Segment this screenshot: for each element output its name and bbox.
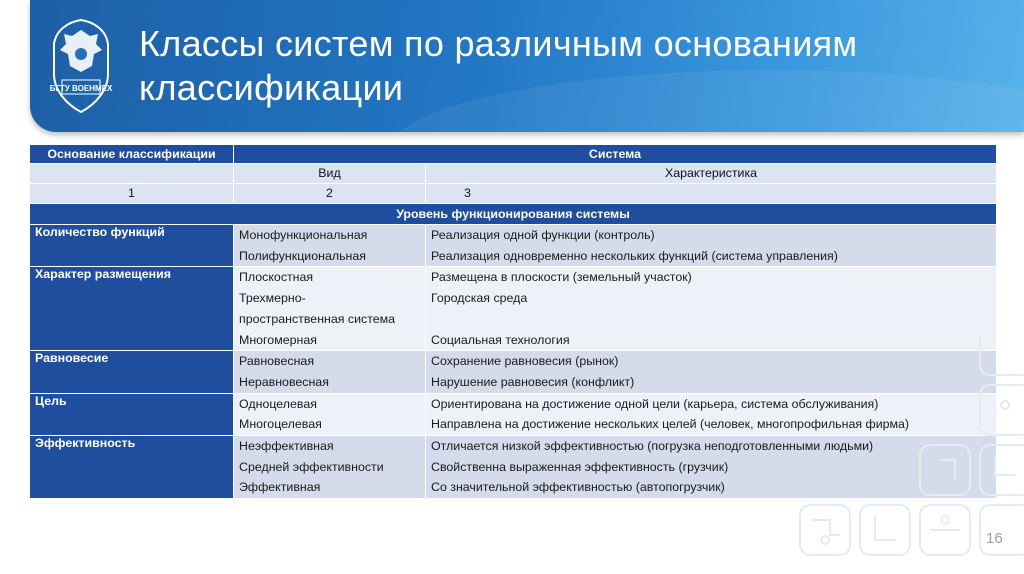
kind-item: Плоскостная: [239, 270, 314, 285]
slide-title: Классы систем по различным основаниям классификации: [139, 23, 858, 108]
kind-item: Средней эффективности: [239, 459, 384, 474]
column-number-1: 1: [30, 184, 234, 204]
category-cell: Эффективность: [30, 436, 234, 499]
kind-item: Неравновесная: [239, 374, 329, 389]
characteristic-item: Нарушение равновесия (конфликт): [431, 374, 635, 389]
category-cell: Равновесие: [30, 351, 234, 393]
slide-header: [30, 0, 1024, 132]
category-cell: Количество функций: [30, 225, 234, 267]
kind-cell: [234, 351, 426, 393]
table-subheader-row: [30, 164, 997, 184]
subheader-characteristic: Характеристика: [426, 164, 997, 184]
section-title: Уровень функционирования системы: [30, 204, 997, 225]
subheader-empty: [30, 164, 234, 184]
characteristic-cell: [426, 225, 997, 267]
kind-item: Многомерная: [239, 332, 317, 347]
characteristic-item: Размещена в плоскости (земельный участок): [431, 270, 692, 285]
characteristic-item: [431, 309, 991, 330]
svg-text:БГТУ ВОЕНМЕХ: БГТУ ВОЕНМЕХ: [49, 84, 113, 93]
characteristic-item: Реализация одной функции (контроль): [431, 228, 655, 242]
characteristic-item: Сохранение равновесия (рынок): [431, 354, 619, 369]
kind-cell: [234, 267, 426, 351]
kind-cell: [234, 436, 426, 499]
category-cell: Цель: [30, 393, 234, 435]
table-header-row: [30, 145, 997, 164]
page-number: 16: [986, 530, 1003, 547]
header-basis: Основание классификации: [30, 145, 234, 164]
kind-item: Трехмерно-: [239, 291, 306, 306]
characteristic-item: Ориентирована на достижение одной цели (карьера, система обслуживания): [431, 396, 879, 411]
subheader-kind: Вид: [234, 164, 426, 184]
kind-item: Многоцелевая: [239, 417, 322, 432]
kind-item: пространственная система: [239, 311, 396, 326]
kind-item: Равновесная: [239, 354, 315, 369]
header-system: Система: [234, 145, 997, 164]
characteristic-item: Городская среда: [431, 291, 528, 306]
characteristic-item: Со значительной эффективностью (автопогрузчик): [431, 480, 725, 495]
university-emblem-icon: [48, 16, 114, 116]
kind-item: Неэффективная: [239, 439, 334, 454]
table-row: [30, 225, 997, 267]
kind-cell: [234, 225, 426, 267]
characteristic-item: Свойственна выраженная эффективность (грузчик): [431, 459, 729, 474]
section-row: [30, 204, 997, 225]
column-number-3: 3: [426, 184, 997, 204]
column-number-2: 2: [234, 184, 426, 204]
kind-cell: [234, 393, 426, 435]
characteristic-item: Направлена на достижение нескольких целей (человек, многопрофильная фирма): [431, 417, 910, 432]
kind-item: Полифункциональная: [239, 248, 366, 263]
characteristic-item: Социальная технология: [431, 332, 570, 347]
column-number-row: [30, 184, 997, 204]
kind-item: Одноцелевая: [239, 396, 317, 411]
kind-item: Монофункциональная: [239, 228, 368, 242]
characteristic-item: Отличается низкой эффективностью (погрузка неподготовленными людьми): [431, 439, 874, 454]
category-cell: Характер размещения: [30, 267, 234, 351]
kind-item: Эффективная: [239, 480, 321, 495]
characteristic-item: Реализация одновременно нескольких функций (система управления): [431, 248, 838, 263]
